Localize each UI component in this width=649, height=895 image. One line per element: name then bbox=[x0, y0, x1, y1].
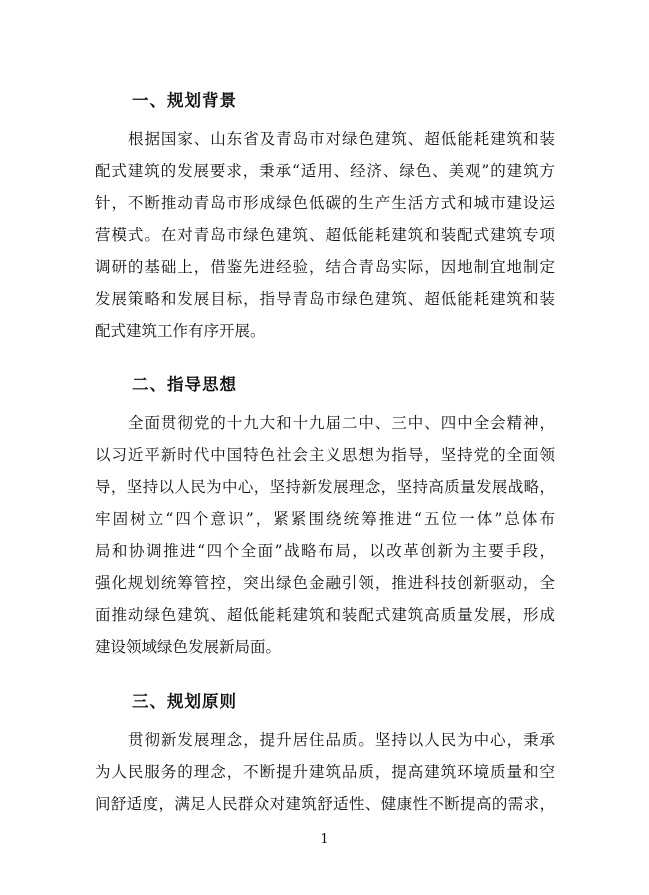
paragraph-line: 建设领域绿色发展新局面。 bbox=[95, 638, 282, 656]
paragraph-line: 调研的基础上，借鉴先进经验，结合青岛实际，因地制宜地制定 bbox=[95, 258, 555, 276]
paragraph-line: 配式建筑工作有序开展。 bbox=[95, 322, 266, 340]
paragraph-line: 牢固树立“四个意识”，紧紧围绕统筹推进“五位一体”总体布 bbox=[95, 510, 555, 528]
paragraph-line: 全面贯彻党的十九大和十九届二中、三中、四中全会精神， bbox=[128, 414, 555, 432]
page-number: 1 bbox=[320, 832, 329, 847]
section-heading-background: 一、规划背景 bbox=[132, 91, 237, 110]
paragraph-line: 导，坚持以人民为中心，坚持新发展理念，坚持高质量发展战略， bbox=[95, 478, 555, 496]
paragraph-line: 贯彻新发展理念，提升居住品质。坚持以人民为中心，秉承 bbox=[128, 731, 555, 749]
paragraph-line: 发展策略和发展目标，指导青岛市绿色建筑、超低能耗建筑和装 bbox=[95, 290, 555, 308]
section-heading-planning-principles: 三、规划原则 bbox=[132, 692, 237, 711]
paragraph-line: 根据国家、山东省及青岛市对绿色建筑、超低能耗建筑和装 bbox=[128, 130, 555, 148]
paragraph-line: 以习近平新时代中国特色社会主义思想为指导，坚持党的全面领 bbox=[95, 446, 555, 464]
section-heading-guiding-ideology: 二、指导思想 bbox=[132, 375, 237, 394]
paragraph-line: 为人民服务的理念，不断提升建筑品质，提高建筑环境质量和空 bbox=[95, 763, 555, 781]
paragraph-line: 配式建筑的发展要求，秉承“适用、经济、绿色、美观”的建筑方 bbox=[95, 162, 555, 180]
paragraph-line: 营模式。在对青岛市绿色建筑、超低能耗建筑和装配式建筑专项 bbox=[95, 226, 555, 244]
paragraph-line: 间舒适度，满足人民群众对建筑舒适性、健康性不断提高的需求， bbox=[95, 795, 555, 813]
paragraph-line: 针，不断推动青岛市形成绿色低碳的生产生活方式和城市建设运 bbox=[95, 194, 555, 212]
paragraph-line: 强化规划统筹管控，突出绿色金融引领，推进科技创新驱动，全 bbox=[95, 574, 555, 592]
paragraph-line: 局和协调推进“四个全面”战略布局，以改革创新为主要手段， bbox=[95, 542, 555, 560]
paragraph-line: 面推动绿色建筑、超低能耗建筑和装配式建筑高质量发展，形成 bbox=[95, 606, 555, 624]
